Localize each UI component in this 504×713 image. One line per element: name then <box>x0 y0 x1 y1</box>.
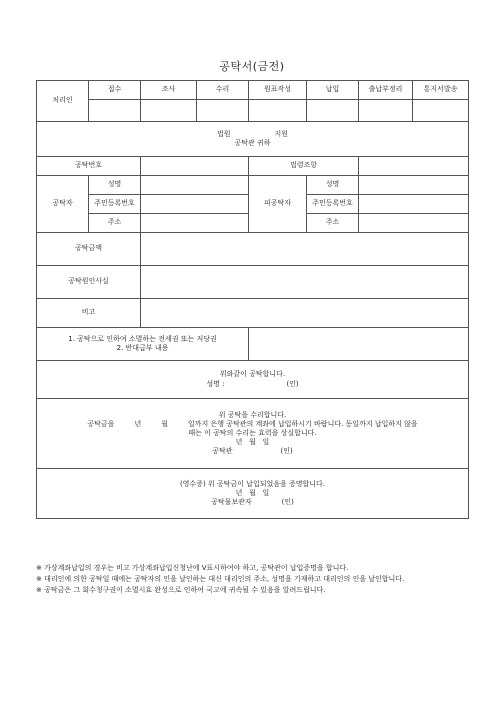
document-title: 공탁서(금전) <box>219 60 285 73</box>
extinguish-field[interactable] <box>249 328 469 361</box>
cause-label: 공탁원인사실 <box>37 266 141 299</box>
receipt-text: (영수증) 위 공탁금이 납입되었음을 증명합니다. <box>179 479 326 488</box>
depositee-name-label: 성명 <box>307 176 359 195</box>
acceptance-month: 월 <box>161 419 168 428</box>
depositee-address-label: 주소 <box>307 214 359 233</box>
declaration-name-label: 성명 : <box>206 379 225 388</box>
acceptance-year: 년 <box>134 419 142 428</box>
court-header <box>37 122 469 157</box>
remarks-field[interactable] <box>141 299 469 328</box>
stamp-box[interactable] <box>141 100 197 122</box>
depositee-label: 피공탁자 <box>249 176 307 233</box>
acceptance-instr-b: 일까지 은행 공탁관의 계좌에 납입하시기 바랍니다. 동일까지 납입하지 않을 <box>187 419 418 428</box>
acceptance-seal: (인) <box>280 447 293 456</box>
amount-field[interactable] <box>141 233 469 266</box>
deposit-form <box>36 80 469 519</box>
processor-label: 처리인 <box>37 81 89 122</box>
depositor-id-label: 주민등록번호 <box>89 195 141 214</box>
depositee-address-field[interactable] <box>359 214 469 233</box>
step-acceptance: 수리 <box>197 81 249 100</box>
stamp-box[interactable] <box>307 100 359 122</box>
acceptance-section <box>37 399 469 469</box>
stamp-box[interactable] <box>89 100 141 122</box>
acceptance-officer: 공탁관 <box>212 447 233 456</box>
deposit-declaration <box>37 361 469 399</box>
receipt-custodian: 공탁물보관자 <box>211 498 252 507</box>
acceptance-text: 위 공탁을 수리합니다. <box>218 410 287 419</box>
depositee-id-label: 주민등록번호 <box>307 195 359 214</box>
law-clause-field[interactable] <box>359 157 469 176</box>
stamp-box[interactable] <box>197 100 249 122</box>
court-officer: 공탁관 귀하 <box>234 139 271 147</box>
step-investigation: 조사 <box>141 81 197 100</box>
receipt-seal: (인) <box>281 498 294 507</box>
depositor-address-label: 주소 <box>89 214 141 233</box>
stamp-box[interactable] <box>359 100 413 122</box>
step-notice-dispatch: 통지서발송 <box>413 81 469 100</box>
deposit-number-label: 공탁번호 <box>37 157 141 176</box>
note-item: ※ 공탁금은 그 회수청구권이 소멸시효 완성으로 인하여 국고에 귀속될 수 있음을 알려드립니다. <box>36 585 326 594</box>
law-clause-label: 법령조항 <box>249 157 359 176</box>
acceptance-instr-a: 공탁금을 <box>87 419 115 428</box>
declaration-seal: (인) <box>286 379 299 388</box>
depositor-label: 공탁자 <box>37 176 89 233</box>
note-item: ※ 가상계좌납입의 경우는 비고 가상계좌납입신청난에 V표시하여야 하고, 공탁관이 납입증명을 합니다. <box>36 564 349 572</box>
step-payment: 납입 <box>307 81 359 100</box>
amount-label: 공탁금액 <box>37 233 141 266</box>
depositor-name-label: 성명 <box>89 176 141 195</box>
declaration-text: 위와같이 공탁합니다. <box>219 370 286 379</box>
extinguish-info <box>37 328 249 361</box>
notes <box>36 563 468 596</box>
branch-suffix: 지원 <box>274 129 289 138</box>
depositee-id-field[interactable] <box>359 195 469 214</box>
depositor-id-field[interactable] <box>141 195 249 214</box>
stamp-box[interactable] <box>249 100 307 122</box>
depositor-address-field[interactable] <box>141 214 249 233</box>
step-receipt: 접수 <box>89 81 141 100</box>
extinguish-line1: 1. 공탁으로 인하여 소멸하는 전세권 또는 저당권 <box>68 334 217 343</box>
cause-field[interactable] <box>141 266 469 299</box>
deposit-number-field[interactable] <box>141 157 249 176</box>
depositee-name-field[interactable] <box>359 176 469 195</box>
acceptance-instr-c: 때는 이 공탁의 수리는 효력을 상실합니다. <box>188 428 317 437</box>
note-item: ※ 대리인에 의한 공탁일 때에는 공탁자의 인을 날인하는 대신 대리인의 주소, 성명을 기재하고 대리인의 인을 날인합니다. <box>36 574 405 583</box>
receipt-date: 년 월 일 <box>235 488 270 497</box>
step-ledger-creation: 원표작성 <box>249 81 307 100</box>
depositor-name-field[interactable] <box>141 176 249 195</box>
acceptance-date: 년 월 일 <box>235 438 270 447</box>
extinguish-line2: 2. 반대급부 내용 <box>116 344 169 352</box>
stamp-box[interactable] <box>413 100 469 122</box>
court-suffix: 법원 <box>216 129 231 138</box>
step-cash-book: 출납부정리 <box>359 81 413 100</box>
remarks-label: 비고 <box>37 299 141 328</box>
receipt-section <box>37 469 469 519</box>
